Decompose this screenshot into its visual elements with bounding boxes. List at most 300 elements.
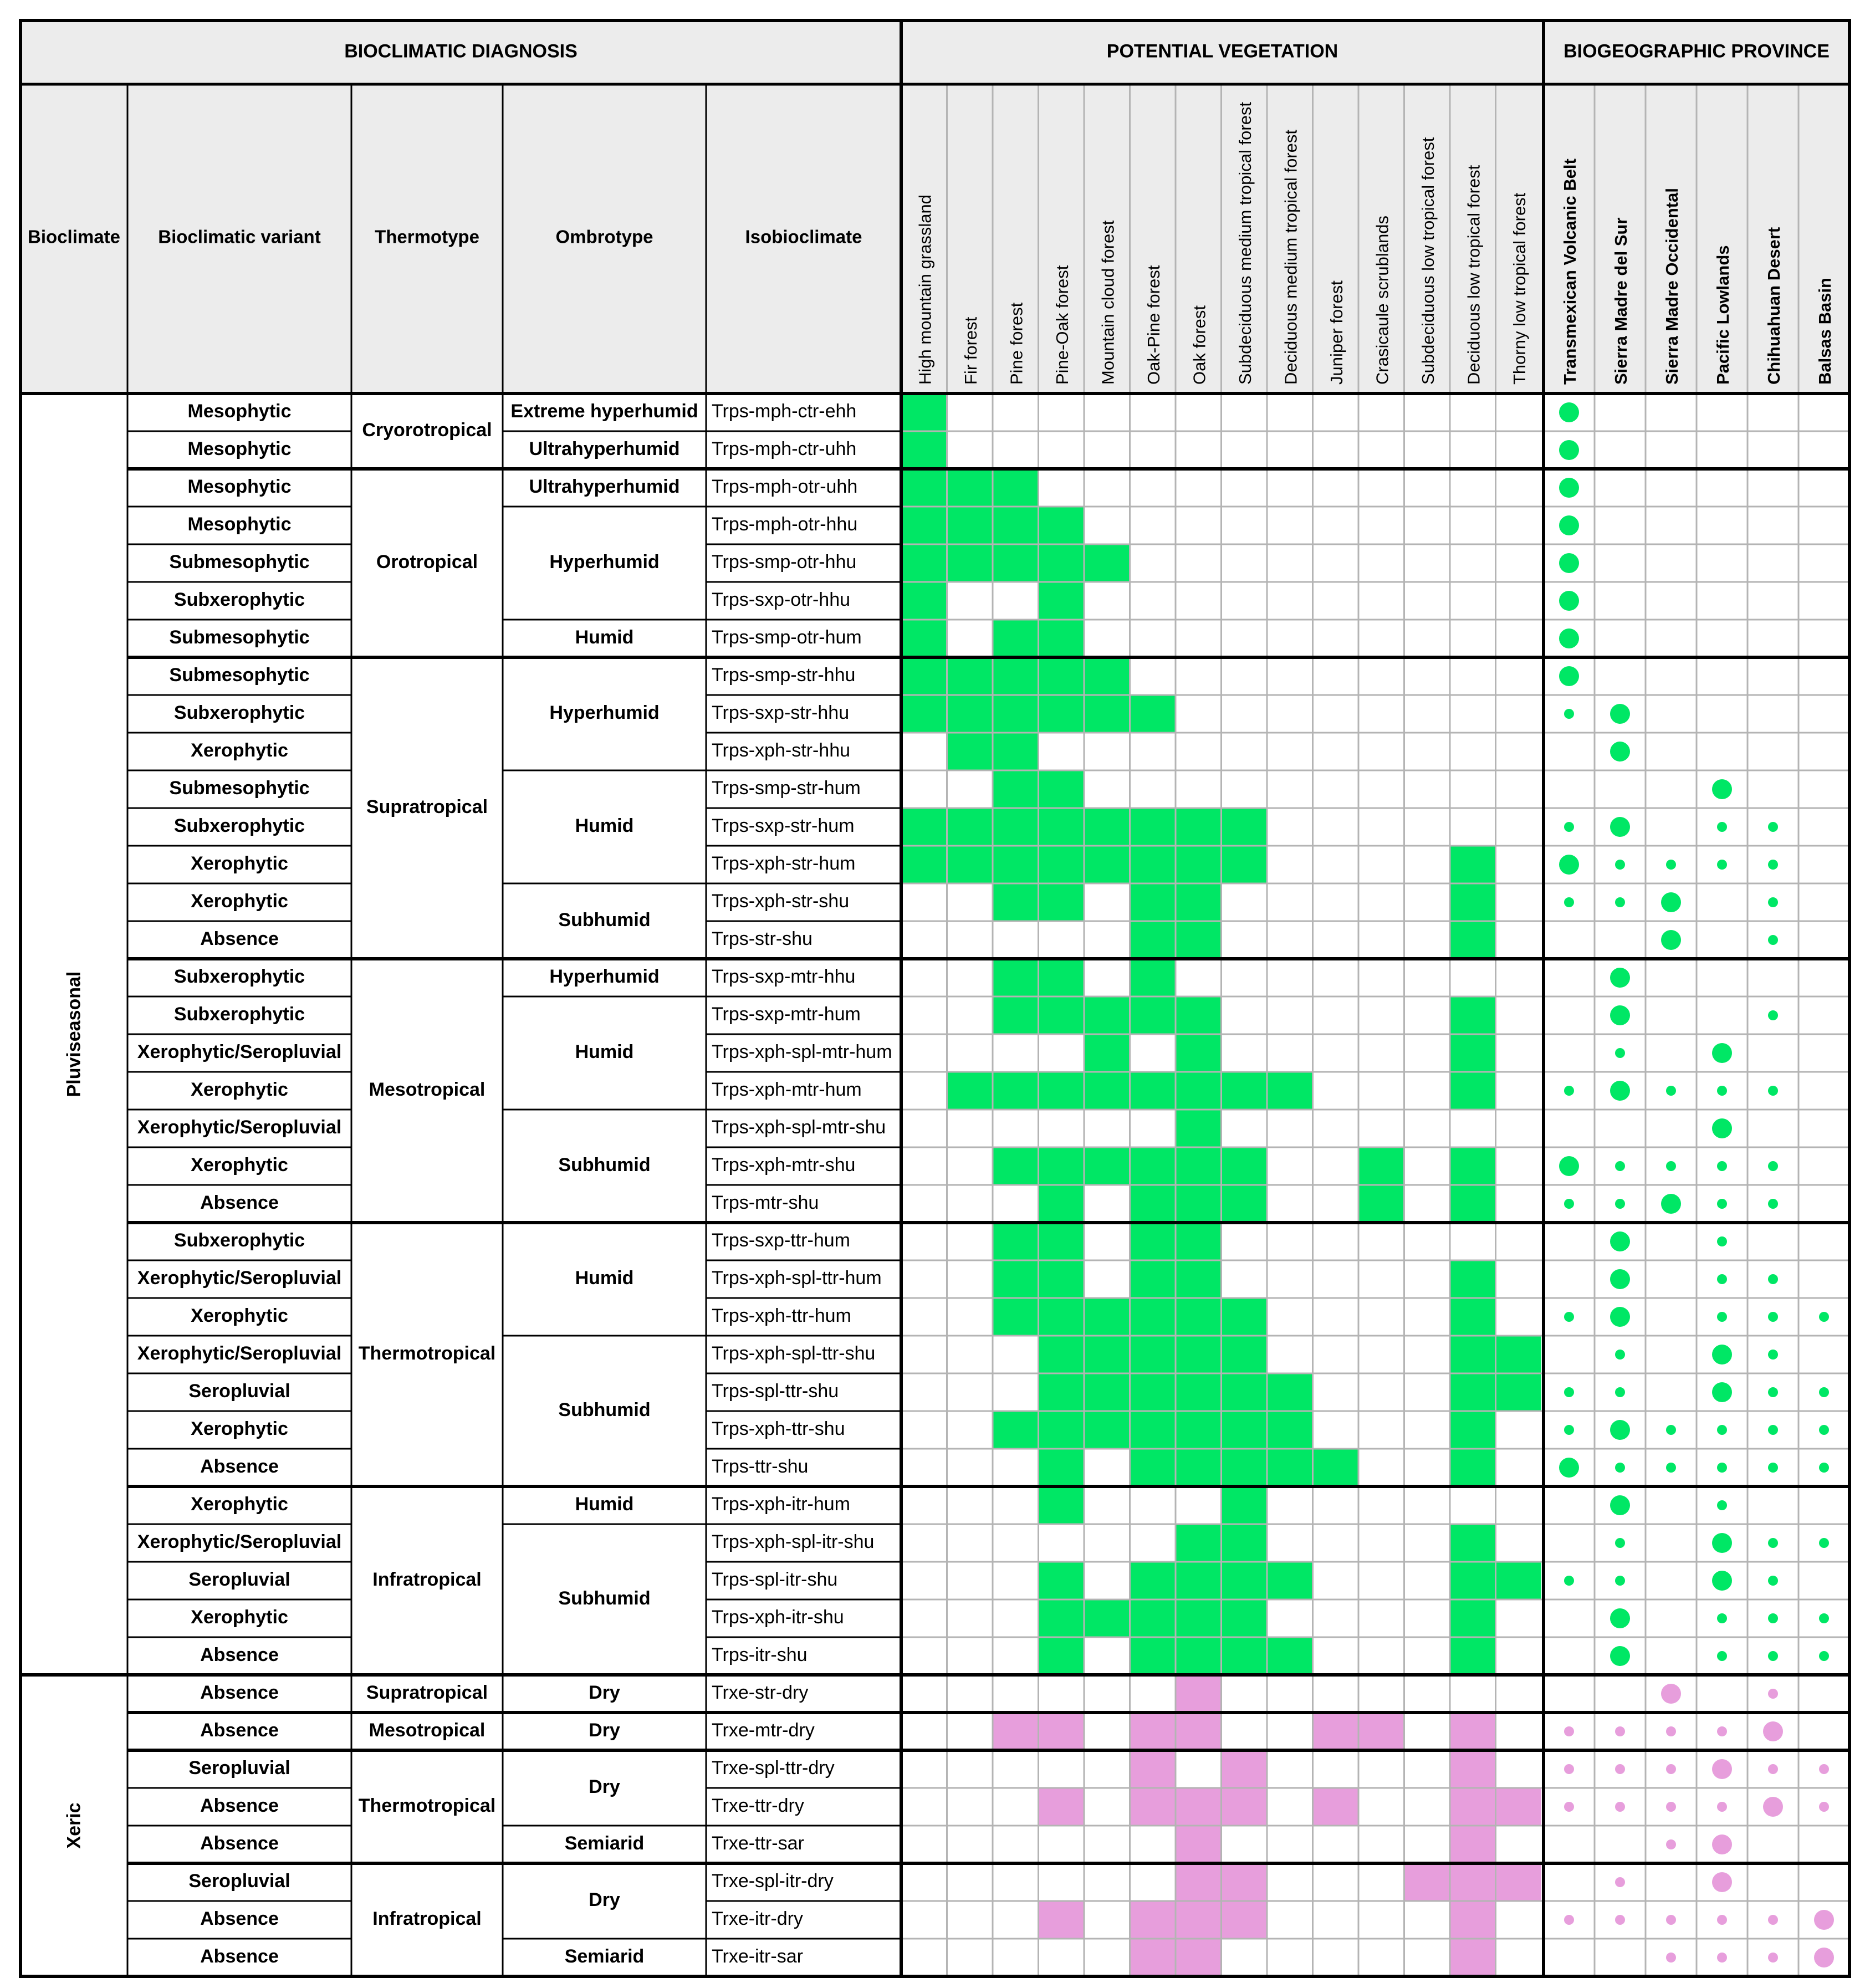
vegetation-cell [1130,1185,1176,1223]
vegetation-cell [1176,883,1222,921]
vegetation-cell [901,544,947,582]
province-dot-small [1615,1726,1625,1736]
province-dot-small [1717,1726,1727,1736]
thermotype-cell: Orotropical [376,551,478,573]
bioclimatic-variant-cell: Xerophytic/Seropluvial [137,1116,342,1138]
province-dot-small [1819,1312,1829,1322]
vegetation-cell [1450,1562,1496,1599]
vegetation-cell [1176,1373,1222,1411]
province-dot-large [1559,628,1579,648]
vegetation-header: Oak forest [1189,305,1209,385]
province-dot-small [1768,1387,1778,1397]
bioclimatic-variant-cell: Absence [200,1945,279,1967]
province-dot-large [1661,930,1681,950]
province-dot-small [1666,1953,1676,1963]
vegetation-cell [993,770,1039,808]
province-dot-small [1564,1764,1574,1774]
vegetation-cell [1222,1373,1268,1411]
province-dot-large [1610,968,1630,988]
vegetation-cell [1130,883,1176,921]
province-dot-small [1768,1161,1778,1171]
thermotype-cell: Infratropical [372,1908,482,1929]
vegetation-header: Deciduous low tropical forest [1464,165,1484,385]
bioclimatic-variant-cell: Xerophytic [191,852,288,874]
vegetation-cell [993,846,1039,883]
vegetation-cell [993,1223,1039,1260]
province-dot-small [1564,822,1574,832]
bioclimatic-variant-cell: Xerophytic [191,890,288,912]
isobioclimate-cell: Trps-ttr-shu [712,1455,809,1477]
vegetation-cell [1130,1373,1176,1411]
ombrotype-cell: Extreme hyperhumid [510,400,698,422]
vegetation-cell [1450,1713,1496,1750]
vegetation-cell [1130,1713,1176,1750]
province-dot-small [1819,1802,1829,1812]
bioclimatic-variant-cell: Absence [200,1455,279,1477]
bioclimatic-variant-cell: Seropluvial [188,1757,290,1779]
vegetation-cell [1222,1486,1268,1524]
province-dot-small [1717,1086,1727,1096]
isobioclimate-cell: Trxe-ttr-dry [712,1795,804,1816]
province-dot-small [1717,1802,1727,1812]
vegetation-cell [1176,1939,1222,1976]
isobioclimate-cell: Trps-xph-str-hum [712,852,856,874]
province-dot-large [1661,892,1681,912]
vegetation-cell [993,1713,1039,1750]
vegetation-cell [901,808,947,846]
vegetation-header: Thorny low tropical forest [1509,192,1529,385]
column-header: Bioclimatic variant [158,226,321,247]
vegetation-cell [1176,1260,1222,1298]
province-dot-large [1712,779,1732,799]
province-dot-small [1615,1199,1625,1209]
province-dot-large [1559,1156,1579,1176]
province-dot-small [1768,1312,1778,1322]
vegetation-cell [1450,1750,1496,1788]
bioclimate-cell: Pluviseasonal [63,971,85,1097]
province-dot-small [1717,1463,1727,1473]
province-dot-small [1768,1613,1778,1623]
vegetation-cell [1130,1788,1176,1826]
province-dot-large [1712,1043,1732,1063]
ombrotype-cell: Humid [575,626,634,648]
bioclimatic-variant-cell: Submesophytic [169,777,310,799]
vegetation-cell [1222,1562,1268,1599]
vegetation-cell [993,469,1039,507]
bioclimatic-variant-cell: Xerophytic/Seropluvial [137,1531,342,1552]
vegetation-cell [1358,1147,1404,1185]
isobioclimate-cell: Trps-xph-mtr-shu [712,1154,856,1176]
ombrotype-cell: Dry [589,1682,620,1703]
vegetation-cell [1084,808,1130,846]
vegetation-cell [947,507,993,544]
vegetation-cell [1039,1449,1085,1486]
isobioclimate-cell: Trps-xph-str-shu [712,890,850,912]
vegetation-cell [1039,582,1085,620]
province-dot-small [1819,1651,1829,1661]
province-dot-small [1615,1387,1625,1397]
vegetation-cell [1039,883,1085,921]
vegetation-cell [1176,1411,1222,1449]
province-dot-large [1712,1571,1732,1591]
province-dot-small [1717,1500,1727,1510]
vegetation-header: Subdeciduous medium tropical forest [1235,101,1255,385]
province-dot-large [1559,478,1579,498]
vegetation-cell [1267,1562,1313,1599]
province-dot-small [1717,1613,1727,1623]
vegetation-cell [1222,1411,1268,1449]
province-dot-large [1610,1231,1630,1251]
vegetation-cell [1130,1449,1176,1486]
vegetation-cell [1176,1072,1222,1110]
vegetation-cell [1130,1562,1176,1599]
vegetation-cell [1130,1298,1176,1336]
vegetation-cell [1450,1599,1496,1637]
vegetation-cell [1039,808,1085,846]
isobioclimate-cell: Trps-xph-ttr-shu [712,1418,845,1439]
vegetation-cell [1176,1147,1222,1185]
isobioclimate-cell: Trxe-itr-sar [712,1945,803,1967]
province-dot-small [1615,897,1625,907]
province-dot-large [1610,1495,1630,1515]
vegetation-cell [1267,1373,1313,1411]
vegetation-cell [1084,1411,1130,1449]
province-dot-large [1559,855,1579,875]
vegetation-cell [1450,1863,1496,1901]
vegetation-cell [1176,1110,1222,1147]
province-dot-small [1768,1086,1778,1096]
bioclimatic-variant-cell: Seropluvial [188,1568,290,1590]
bioclimatic-variant-cell: Xerophytic/Seropluvial [137,1342,342,1364]
ombrotype-cell: Humid [575,815,634,836]
province-dot-small [1564,1576,1574,1586]
vegetation-cell [1130,959,1176,996]
bioclimatic-variant-cell: Absence [200,1682,279,1703]
province-dot-small [1768,1199,1778,1209]
vegetation-cell [947,1072,993,1110]
vegetation-cell [1450,1901,1496,1939]
vegetation-cell [1084,1034,1130,1072]
vegetation-cell [1450,846,1496,883]
province-dot-small [1717,1199,1727,1209]
province-dot-small [1768,860,1778,870]
province-dot-small [1768,1915,1778,1925]
vegetation-cell [1313,1449,1359,1486]
province-dot-small [1819,1613,1829,1623]
province-dot-large [1610,817,1630,837]
bioclimatic-variant-cell: Absence [200,928,279,949]
bioclimatic-variant-cell: Xerophytic [191,1493,288,1515]
vegetation-cell [1039,1072,1085,1110]
province-dot-small [1564,1425,1574,1435]
province-dot-small [1666,1915,1676,1925]
vegetation-cell [993,996,1039,1034]
province-dot-small [1615,1161,1625,1171]
province-dot-small [1768,1350,1778,1360]
province-dot-small [1717,860,1727,870]
bioclimate-cell: Xeric [63,1802,85,1849]
province-dot-small [1717,1651,1727,1661]
province-dot-large [1712,1759,1732,1779]
vegetation-cell [1450,996,1496,1034]
vegetation-cell [901,846,947,883]
isobioclimate-cell: Trps-xph-spl-mtr-hum [712,1041,892,1062]
province-dot-small [1615,1538,1625,1548]
province-dot-small [1666,1086,1676,1096]
vegetation-cell [1176,1185,1222,1223]
vegetation-cell [1222,846,1268,883]
isobioclimate-cell: Trxe-itr-dry [712,1908,803,1929]
vegetation-cell [1222,1147,1268,1185]
province-dot-large [1610,1420,1630,1440]
vegetation-cell [1313,1713,1359,1750]
bioclimatic-variant-cell: Submesophytic [169,551,310,573]
vegetation-cell [993,959,1039,996]
column-header: Isobioclimate [745,226,862,247]
isobioclimate-cell: Trps-xph-spl-ttr-shu [712,1342,876,1364]
bioclimatic-variant-cell: Mesophytic [187,476,292,497]
province-dot-small [1819,1538,1829,1548]
isobioclimate-cell: Trps-sxp-ttr-hum [712,1229,850,1251]
bioclimatic-variant-cell: Xerophytic [191,1154,288,1176]
group-header-vegetation: POTENTIAL VEGETATION [1106,40,1338,62]
thermotype-cell: Cryorotropical [362,419,492,441]
vegetation-cell [993,695,1039,733]
bioclimatic-variant-cell: Absence [200,1644,279,1665]
ombrotype-cell: Dry [589,1889,620,1910]
vegetation-cell [1358,1713,1404,1750]
province-dot-small [1717,1161,1727,1171]
province-dot-large [1559,402,1579,422]
vegetation-cell [947,469,993,507]
province-dot-small [1819,1463,1829,1473]
bioclimatic-variant-cell: Seropluvial [188,1870,290,1892]
province-dot-small [1615,860,1625,870]
vegetation-cell [1496,1788,1542,1826]
vegetation-cell [1222,1524,1268,1562]
province-dot-small [1564,1387,1574,1397]
vegetation-cell [1039,1562,1085,1599]
vegetation-cell [1450,1072,1496,1110]
province-dot-large [1610,1269,1630,1289]
vegetation-cell [1130,1223,1176,1260]
vegetation-cell [993,657,1039,695]
province-dot-small [1564,1802,1574,1812]
vegetation-cell [1176,846,1222,883]
vegetation-cell [1039,1599,1085,1637]
vegetation-cell [947,544,993,582]
vegetation-cell [1267,1449,1313,1486]
vegetation-cell [1039,996,1085,1034]
province-dot-large [1559,591,1579,611]
isobioclimate-cell: Trps-xph-mtr-hum [712,1079,862,1100]
isobioclimate-cell: Trps-sxp-otr-hhu [712,589,851,610]
ombrotype-cell: Subhumid [558,1587,651,1609]
bioclimatic-variant-cell: Absence [200,1795,279,1816]
vegetation-cell [1039,1147,1085,1185]
province-dot-small [1666,1425,1676,1435]
bioclimatic-variant-cell: Mesophytic [187,400,292,422]
isobioclimate-cell: Trps-spl-itr-shu [712,1568,838,1590]
province-header: Sierra Madre del Sur [1611,217,1631,385]
vegetation-cell [901,469,947,507]
vegetation-cell [1130,1260,1176,1298]
vegetation-cell [1084,996,1130,1034]
vegetation-cell [1222,1336,1268,1373]
vegetation-cell [1176,1449,1222,1486]
province-dot-large [1559,1458,1579,1478]
province-dot-small [1768,1010,1778,1020]
vegetation-cell [901,620,947,657]
bioclimatic-variant-cell: Xerophytic [191,1606,288,1628]
bioclimatic-variant-cell: Xerophytic [191,1305,288,1326]
bioclimatic-variant-cell: Submesophytic [169,626,310,648]
province-dot-small [1768,1689,1778,1699]
province-dot-large [1814,1948,1834,1967]
ombrotype-cell: Humid [575,1041,634,1062]
province-dot-small [1717,1312,1727,1322]
vegetation-cell [1130,1901,1176,1939]
isobioclimate-cell: Trps-xph-str-hhu [712,739,851,761]
province-dot-small [1615,1764,1625,1774]
vegetation-cell [1039,1223,1085,1260]
vegetation-cell [1450,1185,1496,1223]
province-dot-small [1666,1161,1676,1171]
vegetation-cell [1450,1298,1496,1336]
isobioclimate-cell: Trps-xph-ttr-hum [712,1305,851,1326]
isobioclimate-cell: Trps-xph-spl-mtr-shu [712,1116,886,1138]
bioclimatic-variant-cell: Xerophytic/Seropluvial [137,1267,342,1289]
vegetation-cell [1176,1713,1222,1750]
isobioclimate-cell: Trps-smp-str-hhu [712,664,856,686]
province-dot-small [1819,1387,1829,1397]
province-dot-large [1661,1194,1681,1214]
vegetation-cell [993,1147,1039,1185]
vegetation-cell [993,544,1039,582]
vegetation-cell [1222,1788,1268,1826]
ombrotype-cell: Subhumid [558,909,651,931]
bioclimatic-variant-cell: Xerophytic [191,739,288,761]
province-dot-small [1819,1425,1829,1435]
province-dot-small [1768,1651,1778,1661]
vegetation-cell [1176,1863,1222,1901]
bioclimatic-variant-cell: Absence [200,1719,279,1741]
vegetation-cell [1130,1411,1176,1449]
vegetation-cell [1450,883,1496,921]
vegetation-cell [1130,1147,1176,1185]
isobioclimate-cell: Trps-sxp-str-hum [712,815,855,836]
isobioclimate-cell: Trxe-ttr-sar [712,1832,804,1854]
vegetation-cell [1176,1524,1222,1562]
thermotype-cell: Thermotropical [358,1795,496,1816]
vegetation-cell [1450,1449,1496,1486]
vegetation-cell [1222,1637,1268,1675]
isobioclimate-cell: Trps-mtr-shu [712,1192,819,1213]
vegetation-cell [1358,1185,1404,1223]
vegetation-cell [1130,846,1176,883]
vegetation-cell [1496,1863,1542,1901]
vegetation-cell [1130,921,1176,959]
province-dot-large [1559,440,1579,460]
vegetation-cell [901,657,947,695]
vegetation-cell [1450,1411,1496,1449]
province-dot-small [1564,1915,1574,1925]
vegetation-cell [993,733,1039,770]
vegetation-cell [1084,695,1130,733]
bioclimatic-variant-cell: Xerophytic [191,1079,288,1100]
vegetation-cell [1450,1524,1496,1562]
vegetation-cell [1039,695,1085,733]
vegetation-cell [1176,1336,1222,1373]
vegetation-cell [993,1260,1039,1298]
province-dot-small [1768,1764,1778,1774]
province-dot-small [1768,1425,1778,1435]
vegetation-cell [1176,808,1222,846]
vegetation-header: Mountain cloud forest [1098,220,1118,385]
vegetation-cell [1039,1260,1085,1298]
province-dot-large [1610,1081,1630,1101]
isobioclimate-cell: Trps-smp-otr-hum [712,626,862,648]
vegetation-cell [1039,846,1085,883]
isobioclimate-cell: Trps-smp-str-hum [712,777,861,799]
vegetation-cell [901,695,947,733]
vegetation-cell [1084,1147,1130,1185]
vegetation-cell [1039,959,1085,996]
vegetation-cell [1039,1411,1085,1449]
vegetation-cell [1176,1826,1222,1863]
vegetation-cell [1130,1336,1176,1373]
province-dot-large [1814,1910,1834,1930]
ombrotype-cell: Dry [589,1776,620,1797]
province-dot-large [1763,1721,1783,1741]
vegetation-cell [1267,1072,1313,1110]
vegetation-header: Juniper forest [1326,280,1346,385]
province-dot-small [1717,1274,1727,1284]
vegetation-cell [993,1072,1039,1110]
province-dot-large [1763,1797,1783,1817]
province-dot-small [1717,822,1727,832]
ombrotype-cell: Hyperhumid [549,965,660,987]
vegetation-cell [1039,1788,1085,1826]
isobioclimate-cell: Trps-mph-ctr-ehh [712,400,857,422]
isobioclimate-cell: Trps-spl-ttr-shu [712,1380,839,1402]
province-dot-small [1819,1764,1829,1774]
vegetation-cell [1450,1034,1496,1072]
vegetation-cell [1130,1072,1176,1110]
province-dot-small [1564,1726,1574,1736]
province-dot-small [1717,1425,1727,1435]
vegetation-cell [1176,996,1222,1034]
isobioclimate-cell: Trps-xph-itr-shu [712,1606,844,1628]
bioclimatic-variant-cell: Subxerophytic [173,815,305,836]
vegetation-cell [1176,1901,1222,1939]
province-dot-small [1768,935,1778,945]
vegetation-cell [1404,1863,1450,1901]
province-dot-large [1712,1533,1732,1553]
vegetation-cell [1039,1713,1085,1750]
vegetation-header: Subdeciduous low tropical forest [1418,137,1438,385]
bioclimatic-variant-cell: Absence [200,1832,279,1854]
vegetation-cell [1496,1373,1542,1411]
province-dot-small [1666,1463,1676,1473]
province-dot-large [1712,1872,1732,1892]
vegetation-cell [1039,544,1085,582]
vegetation-cell [1450,1637,1496,1675]
ombrotype-cell: Humid [575,1267,634,1289]
column-header: Ombrotype [555,226,653,247]
province-dot-large [1712,1382,1732,1402]
vegetation-cell [1176,1298,1222,1336]
